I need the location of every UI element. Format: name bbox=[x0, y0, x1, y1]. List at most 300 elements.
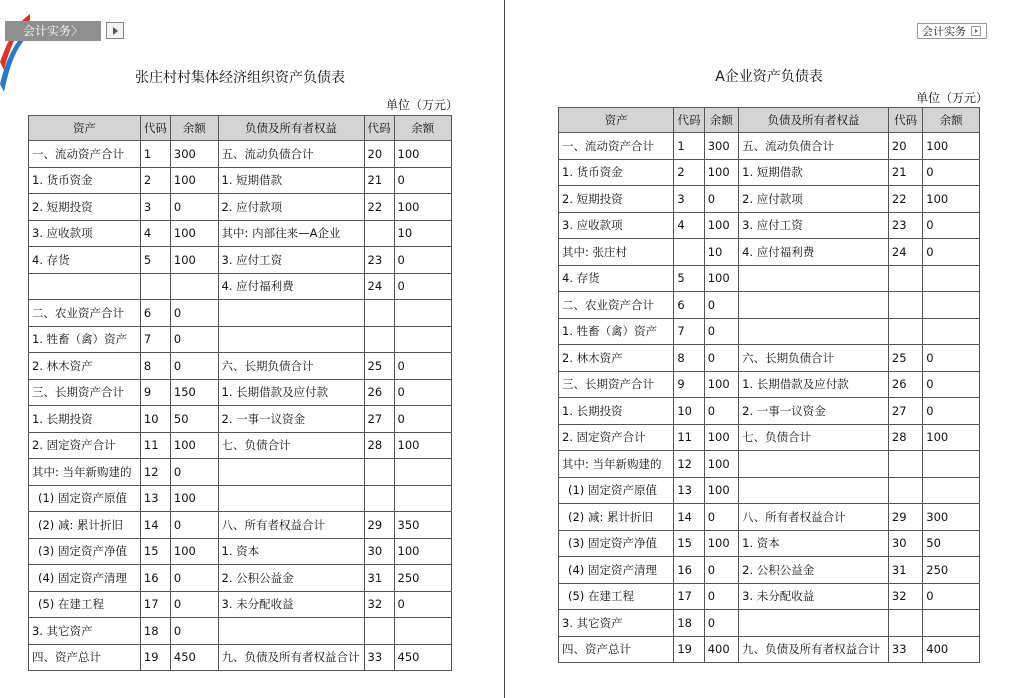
table-cell: 0 bbox=[170, 326, 218, 353]
col-header: 资产 bbox=[559, 108, 674, 133]
table-row bbox=[559, 610, 980, 637]
table-cell: 100 bbox=[170, 167, 218, 194]
table-cell: 0 bbox=[923, 159, 980, 186]
col-header: 代码 bbox=[888, 108, 922, 133]
page-divider bbox=[504, 0, 505, 698]
table-row bbox=[29, 273, 452, 300]
table-cell: 0 bbox=[394, 247, 451, 274]
table-cell: 4 bbox=[674, 212, 704, 239]
table-cell bbox=[888, 318, 922, 345]
table-row bbox=[29, 538, 452, 565]
table-row bbox=[29, 459, 452, 486]
table-cell: 6 bbox=[140, 300, 170, 327]
table-row bbox=[559, 451, 980, 478]
table-cell: 0 bbox=[704, 504, 738, 531]
table-cell: 100 bbox=[170, 247, 218, 274]
col-header: 余额 bbox=[170, 116, 218, 141]
table-cell: 0 bbox=[394, 591, 451, 618]
table-cell: 4. 应付福利费 bbox=[739, 239, 889, 266]
table-cell: 其中: 当年新购建的 bbox=[29, 459, 141, 486]
table-cell: 0 bbox=[923, 239, 980, 266]
table-row bbox=[29, 644, 452, 671]
table-cell: 1 bbox=[140, 141, 170, 168]
table-cell: 二、农业资产合计 bbox=[29, 300, 141, 327]
table-cell bbox=[364, 618, 394, 645]
table-row bbox=[559, 398, 980, 425]
page-title: A企业资产负债表 bbox=[715, 69, 823, 85]
table-cell: 100 bbox=[170, 432, 218, 459]
table-cell: 0 bbox=[394, 379, 451, 406]
table-cell bbox=[218, 459, 364, 486]
table-row bbox=[29, 379, 452, 406]
table-cell: 0 bbox=[170, 194, 218, 221]
table-cell: 31 bbox=[888, 557, 922, 584]
table-cell: 15 bbox=[674, 530, 704, 557]
table-cell: 26 bbox=[364, 379, 394, 406]
table-cell bbox=[888, 451, 922, 478]
table-cell: 2. 应付款项 bbox=[218, 194, 364, 221]
table-cell: 2. 应付款项 bbox=[739, 186, 889, 213]
next-arrow-icon[interactable] bbox=[971, 26, 981, 36]
table-cell: 四、资产总计 bbox=[29, 644, 141, 671]
table-row bbox=[29, 432, 452, 459]
table-cell: 0 bbox=[704, 398, 738, 425]
table-cell: 26 bbox=[888, 371, 922, 398]
table-cell bbox=[923, 292, 980, 319]
table-cell: 其中: 当年新购建的 bbox=[559, 451, 674, 478]
table-row bbox=[559, 477, 980, 504]
table-cell: 250 bbox=[923, 557, 980, 584]
table-cell bbox=[364, 300, 394, 327]
table-cell: 18 bbox=[674, 610, 704, 637]
table-cell bbox=[923, 451, 980, 478]
table-cell bbox=[739, 477, 889, 504]
table-cell: 19 bbox=[140, 644, 170, 671]
table-cell: 5 bbox=[140, 247, 170, 274]
table-cell: 13 bbox=[140, 485, 170, 512]
table-cell: 0 bbox=[170, 300, 218, 327]
table-cell: 0 bbox=[704, 610, 738, 637]
table-cell bbox=[674, 239, 704, 266]
table-cell: 100 bbox=[170, 220, 218, 247]
table-row bbox=[559, 159, 980, 186]
decorative-swoosh-icon bbox=[0, 0, 30, 110]
table-cell: 15 bbox=[140, 538, 170, 565]
table-cell: 0 bbox=[704, 583, 738, 610]
table-cell: 2. 公积公益金 bbox=[218, 565, 364, 592]
table-cell: 2. 短期投资 bbox=[29, 194, 141, 221]
table-cell: 14 bbox=[674, 504, 704, 531]
table-row bbox=[559, 557, 980, 584]
table-cell: 30 bbox=[364, 538, 394, 565]
table-cell bbox=[923, 318, 980, 345]
col-header: 负债及所有者权益 bbox=[739, 108, 889, 133]
table-cell: 0 bbox=[704, 557, 738, 584]
table-cell bbox=[394, 618, 451, 645]
table-cell: 7 bbox=[140, 326, 170, 353]
table-row bbox=[29, 300, 452, 327]
table-cell: 25 bbox=[364, 353, 394, 380]
table-cell: 22 bbox=[364, 194, 394, 221]
table-row bbox=[559, 212, 980, 239]
table-cell bbox=[364, 485, 394, 512]
table-row bbox=[559, 583, 980, 610]
table-cell: 100 bbox=[923, 133, 980, 160]
table-row bbox=[29, 326, 452, 353]
table-cell: 0 bbox=[394, 406, 451, 433]
table-cell: 50 bbox=[923, 530, 980, 557]
table-cell: 1. 牲畜（禽）资产 bbox=[29, 326, 141, 353]
table-row bbox=[559, 371, 980, 398]
table-cell: 21 bbox=[888, 159, 922, 186]
table-cell: 0 bbox=[170, 353, 218, 380]
table-cell bbox=[739, 265, 889, 292]
table-cell: 0 bbox=[704, 318, 738, 345]
table-cell: 29 bbox=[364, 512, 394, 539]
table-cell: 3. 应收款项 bbox=[559, 212, 674, 239]
table-cell: 0 bbox=[704, 292, 738, 319]
table-row bbox=[29, 220, 452, 247]
table-cell: 其中: 张庄村 bbox=[559, 239, 674, 266]
table-row bbox=[559, 265, 980, 292]
table-cell bbox=[170, 273, 218, 300]
table-cell: 3 bbox=[674, 186, 704, 213]
table-cell: 三、长期资产合计 bbox=[29, 379, 141, 406]
table-cell bbox=[364, 220, 394, 247]
table-cell: 100 bbox=[923, 424, 980, 451]
next-arrow-icon[interactable] bbox=[106, 22, 124, 39]
table-row bbox=[559, 292, 980, 319]
table-cell: 4. 应付福利费 bbox=[218, 273, 364, 300]
table-cell: 五、流动负债合计 bbox=[218, 141, 364, 168]
table-cell: 2. 短期投资 bbox=[559, 186, 674, 213]
table-cell: 2. 林木资产 bbox=[29, 353, 141, 380]
table-cell bbox=[739, 318, 889, 345]
table-row bbox=[29, 618, 452, 645]
table-header-row bbox=[29, 116, 452, 141]
table-cell: 9 bbox=[674, 371, 704, 398]
table-cell: 0 bbox=[170, 512, 218, 539]
table-cell: 31 bbox=[364, 565, 394, 592]
table-cell: 11 bbox=[140, 432, 170, 459]
table-cell: 3. 其它资产 bbox=[29, 618, 141, 645]
table-cell: 六、长期负债合计 bbox=[739, 345, 889, 372]
table-cell: 400 bbox=[923, 636, 980, 663]
table-cell bbox=[29, 273, 141, 300]
table-cell: (1) 固定资产原值 bbox=[559, 477, 674, 504]
table-cell: 300 bbox=[704, 133, 738, 160]
col-header: 余额 bbox=[394, 116, 451, 141]
table-row bbox=[29, 167, 452, 194]
table-cell: 20 bbox=[364, 141, 394, 168]
table-row bbox=[29, 141, 452, 168]
section-tag: 会计实务 bbox=[917, 23, 987, 39]
table-cell: 250 bbox=[394, 565, 451, 592]
table-cell: 32 bbox=[888, 583, 922, 610]
table-cell bbox=[888, 477, 922, 504]
page-title: 张庄村村集体经济组织资产负债表 bbox=[135, 70, 345, 86]
table-cell: (4) 固定资产清理 bbox=[559, 557, 674, 584]
table-cell: 10 bbox=[704, 239, 738, 266]
table-cell: 23 bbox=[364, 247, 394, 274]
table-cell: 12 bbox=[674, 451, 704, 478]
table-row bbox=[559, 345, 980, 372]
table-cell: 11 bbox=[674, 424, 704, 451]
table-cell: 10 bbox=[674, 398, 704, 425]
table-cell: (2) 减: 累计折旧 bbox=[559, 504, 674, 531]
col-header: 代码 bbox=[674, 108, 704, 133]
table-cell bbox=[888, 610, 922, 637]
table-cell: 1. 货币资金 bbox=[29, 167, 141, 194]
table-cell bbox=[364, 326, 394, 353]
table-cell: 2. 固定资产合计 bbox=[29, 432, 141, 459]
table-cell: 10 bbox=[140, 406, 170, 433]
table-cell: 1. 资本 bbox=[739, 530, 889, 557]
table-row bbox=[559, 636, 980, 663]
table-cell: 33 bbox=[364, 644, 394, 671]
table-cell: 2 bbox=[140, 167, 170, 194]
table-header-row bbox=[559, 108, 980, 133]
table-cell: 0 bbox=[923, 583, 980, 610]
table-cell: 27 bbox=[364, 406, 394, 433]
table-cell: 100 bbox=[923, 186, 980, 213]
table-row bbox=[559, 239, 980, 266]
table-cell bbox=[218, 618, 364, 645]
table-cell: 2. 一事一议资金 bbox=[218, 406, 364, 433]
table-cell: 0 bbox=[170, 565, 218, 592]
table-cell: 0 bbox=[394, 273, 451, 300]
table-row bbox=[559, 133, 980, 160]
col-header: 代码 bbox=[140, 116, 170, 141]
table-cell: (4) 固定资产清理 bbox=[29, 565, 141, 592]
table-cell: (2) 减: 累计折旧 bbox=[29, 512, 141, 539]
table-cell: 八、所有者权益合计 bbox=[218, 512, 364, 539]
table-cell: 一、流动资产合计 bbox=[559, 133, 674, 160]
table-row bbox=[559, 530, 980, 557]
table-cell bbox=[394, 326, 451, 353]
table-cell: (5) 在建工程 bbox=[29, 591, 141, 618]
table-cell: 100 bbox=[170, 485, 218, 512]
table-cell: 19 bbox=[674, 636, 704, 663]
table-cell: 3 bbox=[140, 194, 170, 221]
table-row bbox=[29, 194, 452, 221]
table-cell bbox=[923, 265, 980, 292]
table-cell: 9 bbox=[140, 379, 170, 406]
table-cell: 24 bbox=[888, 239, 922, 266]
table-row bbox=[29, 247, 452, 274]
table-cell: 3. 应付工资 bbox=[218, 247, 364, 274]
table-cell: 1. 牲畜（禽）资产 bbox=[559, 318, 674, 345]
table-cell: 1. 资本 bbox=[218, 538, 364, 565]
table-cell: 21 bbox=[364, 167, 394, 194]
table-row bbox=[29, 512, 452, 539]
table-cell: 10 bbox=[394, 220, 451, 247]
table-cell: 22 bbox=[888, 186, 922, 213]
table-cell bbox=[364, 459, 394, 486]
table-cell: 3. 未分配收益 bbox=[739, 583, 889, 610]
table-cell: 1. 长期投资 bbox=[559, 398, 674, 425]
table-cell bbox=[218, 485, 364, 512]
table-row bbox=[559, 318, 980, 345]
table-cell: 3. 未分配收益 bbox=[218, 591, 364, 618]
table-cell bbox=[140, 273, 170, 300]
table-cell: 4 bbox=[140, 220, 170, 247]
table-cell: 7 bbox=[674, 318, 704, 345]
table-cell: 0 bbox=[704, 186, 738, 213]
table-cell: 3. 其它资产 bbox=[559, 610, 674, 637]
table-cell: 30 bbox=[888, 530, 922, 557]
table-cell: 三、长期资产合计 bbox=[559, 371, 674, 398]
table-cell: 二、农业资产合计 bbox=[559, 292, 674, 319]
table-cell: 2 bbox=[674, 159, 704, 186]
table-cell: 14 bbox=[140, 512, 170, 539]
table-cell: 28 bbox=[888, 424, 922, 451]
table-cell bbox=[739, 610, 889, 637]
table-cell: (3) 固定资产净值 bbox=[559, 530, 674, 557]
table-cell: 100 bbox=[394, 141, 451, 168]
table-cell: 0 bbox=[170, 459, 218, 486]
table-cell: 17 bbox=[140, 591, 170, 618]
table-cell: 一、流动资产合计 bbox=[29, 141, 141, 168]
table-cell: 4. 存货 bbox=[29, 247, 141, 274]
table-cell: 七、负债合计 bbox=[739, 424, 889, 451]
left-page bbox=[0, 0, 504, 698]
table-cell: 33 bbox=[888, 636, 922, 663]
balance-sheet-table bbox=[558, 107, 980, 663]
table-cell: 0 bbox=[394, 167, 451, 194]
table-cell: 1. 货币资金 bbox=[559, 159, 674, 186]
table-cell bbox=[218, 326, 364, 353]
table-cell: (3) 固定资产净值 bbox=[29, 538, 141, 565]
table-cell bbox=[923, 477, 980, 504]
table-cell: 13 bbox=[674, 477, 704, 504]
table-cell: 12 bbox=[140, 459, 170, 486]
table-cell: 2. 一事一议资金 bbox=[739, 398, 889, 425]
table-cell: 100 bbox=[704, 477, 738, 504]
table-cell: 8 bbox=[674, 345, 704, 372]
table-cell: 1. 长期借款及应付款 bbox=[218, 379, 364, 406]
table-cell: 100 bbox=[394, 194, 451, 221]
table-cell: 100 bbox=[394, 432, 451, 459]
table-cell: 100 bbox=[704, 424, 738, 451]
table-cell bbox=[218, 300, 364, 327]
table-cell: 1. 长期借款及应付款 bbox=[739, 371, 889, 398]
table-cell: 150 bbox=[170, 379, 218, 406]
table-cell: 300 bbox=[923, 504, 980, 531]
table-cell: 1. 长期投资 bbox=[29, 406, 141, 433]
table-cell: 六、长期负债合计 bbox=[218, 353, 364, 380]
table-cell: 29 bbox=[888, 504, 922, 531]
table-cell: (5) 在建工程 bbox=[559, 583, 674, 610]
table-cell: 8 bbox=[140, 353, 170, 380]
table-cell: 0 bbox=[923, 212, 980, 239]
table-row bbox=[29, 406, 452, 433]
table-cell: 0 bbox=[704, 345, 738, 372]
table-cell: 100 bbox=[704, 265, 738, 292]
table-cell bbox=[394, 300, 451, 327]
table-cell: 四、资产总计 bbox=[559, 636, 674, 663]
table-cell: 23 bbox=[888, 212, 922, 239]
table-cell: 1. 短期借款 bbox=[218, 167, 364, 194]
unit-label: 单位（万元） bbox=[386, 98, 459, 112]
col-header: 资产 bbox=[29, 116, 141, 141]
table-cell bbox=[739, 292, 889, 319]
table-cell bbox=[739, 451, 889, 478]
table-cell: 300 bbox=[170, 141, 218, 168]
table-cell: 100 bbox=[394, 538, 451, 565]
table-cell: 0 bbox=[923, 398, 980, 425]
table-row bbox=[29, 353, 452, 380]
table-cell: 100 bbox=[704, 371, 738, 398]
table-cell: 2. 固定资产合计 bbox=[559, 424, 674, 451]
table-row bbox=[559, 424, 980, 451]
table-cell: 50 bbox=[170, 406, 218, 433]
table-cell: 2. 林木资产 bbox=[559, 345, 674, 372]
table-cell: 16 bbox=[140, 565, 170, 592]
table-cell bbox=[394, 485, 451, 512]
table-row bbox=[559, 186, 980, 213]
unit-label: 单位（万元） bbox=[916, 91, 989, 105]
table-cell: 100 bbox=[704, 451, 738, 478]
col-header: 余额 bbox=[923, 108, 980, 133]
table-cell: 九、负债及所有者权益合计 bbox=[218, 644, 364, 671]
table-cell bbox=[888, 292, 922, 319]
table-cell: 400 bbox=[704, 636, 738, 663]
table-cell: 450 bbox=[170, 644, 218, 671]
table-cell: 1 bbox=[674, 133, 704, 160]
table-cell: 七、负债合计 bbox=[218, 432, 364, 459]
col-header: 代码 bbox=[364, 116, 394, 141]
table-cell: 3. 应付工资 bbox=[739, 212, 889, 239]
table-cell bbox=[394, 459, 451, 486]
table-cell: 5 bbox=[674, 265, 704, 292]
table-cell: 100 bbox=[704, 159, 738, 186]
table-cell: 100 bbox=[170, 538, 218, 565]
col-header: 负债及所有者权益 bbox=[218, 116, 364, 141]
balance-sheet-table bbox=[28, 115, 452, 671]
table-cell: (1) 固定资产原值 bbox=[29, 485, 141, 512]
table-cell: 25 bbox=[888, 345, 922, 372]
right-page bbox=[507, 0, 1014, 698]
table-cell: 0 bbox=[394, 353, 451, 380]
table-cell: 100 bbox=[704, 530, 738, 557]
table-cell: 0 bbox=[170, 618, 218, 645]
table-cell: 九、负债及所有者权益合计 bbox=[739, 636, 889, 663]
table-row bbox=[29, 485, 452, 512]
table-cell: 八、所有者权益合计 bbox=[739, 504, 889, 531]
table-cell: 其中: 内部往来—A企业 bbox=[218, 220, 364, 247]
table-cell: 2. 公积公益金 bbox=[739, 557, 889, 584]
table-row bbox=[29, 565, 452, 592]
table-row bbox=[29, 591, 452, 618]
table-cell: 4. 存货 bbox=[559, 265, 674, 292]
table-cell: 16 bbox=[674, 557, 704, 584]
table-cell bbox=[888, 265, 922, 292]
table-cell: 1. 短期借款 bbox=[739, 159, 889, 186]
table-cell: 450 bbox=[394, 644, 451, 671]
table-cell: 0 bbox=[170, 591, 218, 618]
table-cell: 32 bbox=[364, 591, 394, 618]
table-cell: 27 bbox=[888, 398, 922, 425]
table-cell: 28 bbox=[364, 432, 394, 459]
section-tag: 会计实务〉 bbox=[5, 21, 101, 41]
col-header: 余额 bbox=[704, 108, 738, 133]
table-cell: 五、流动负债合计 bbox=[739, 133, 889, 160]
table-cell: 0 bbox=[923, 345, 980, 372]
table-cell: 0 bbox=[923, 371, 980, 398]
table-cell: 6 bbox=[674, 292, 704, 319]
table-cell: 3. 应收款项 bbox=[29, 220, 141, 247]
